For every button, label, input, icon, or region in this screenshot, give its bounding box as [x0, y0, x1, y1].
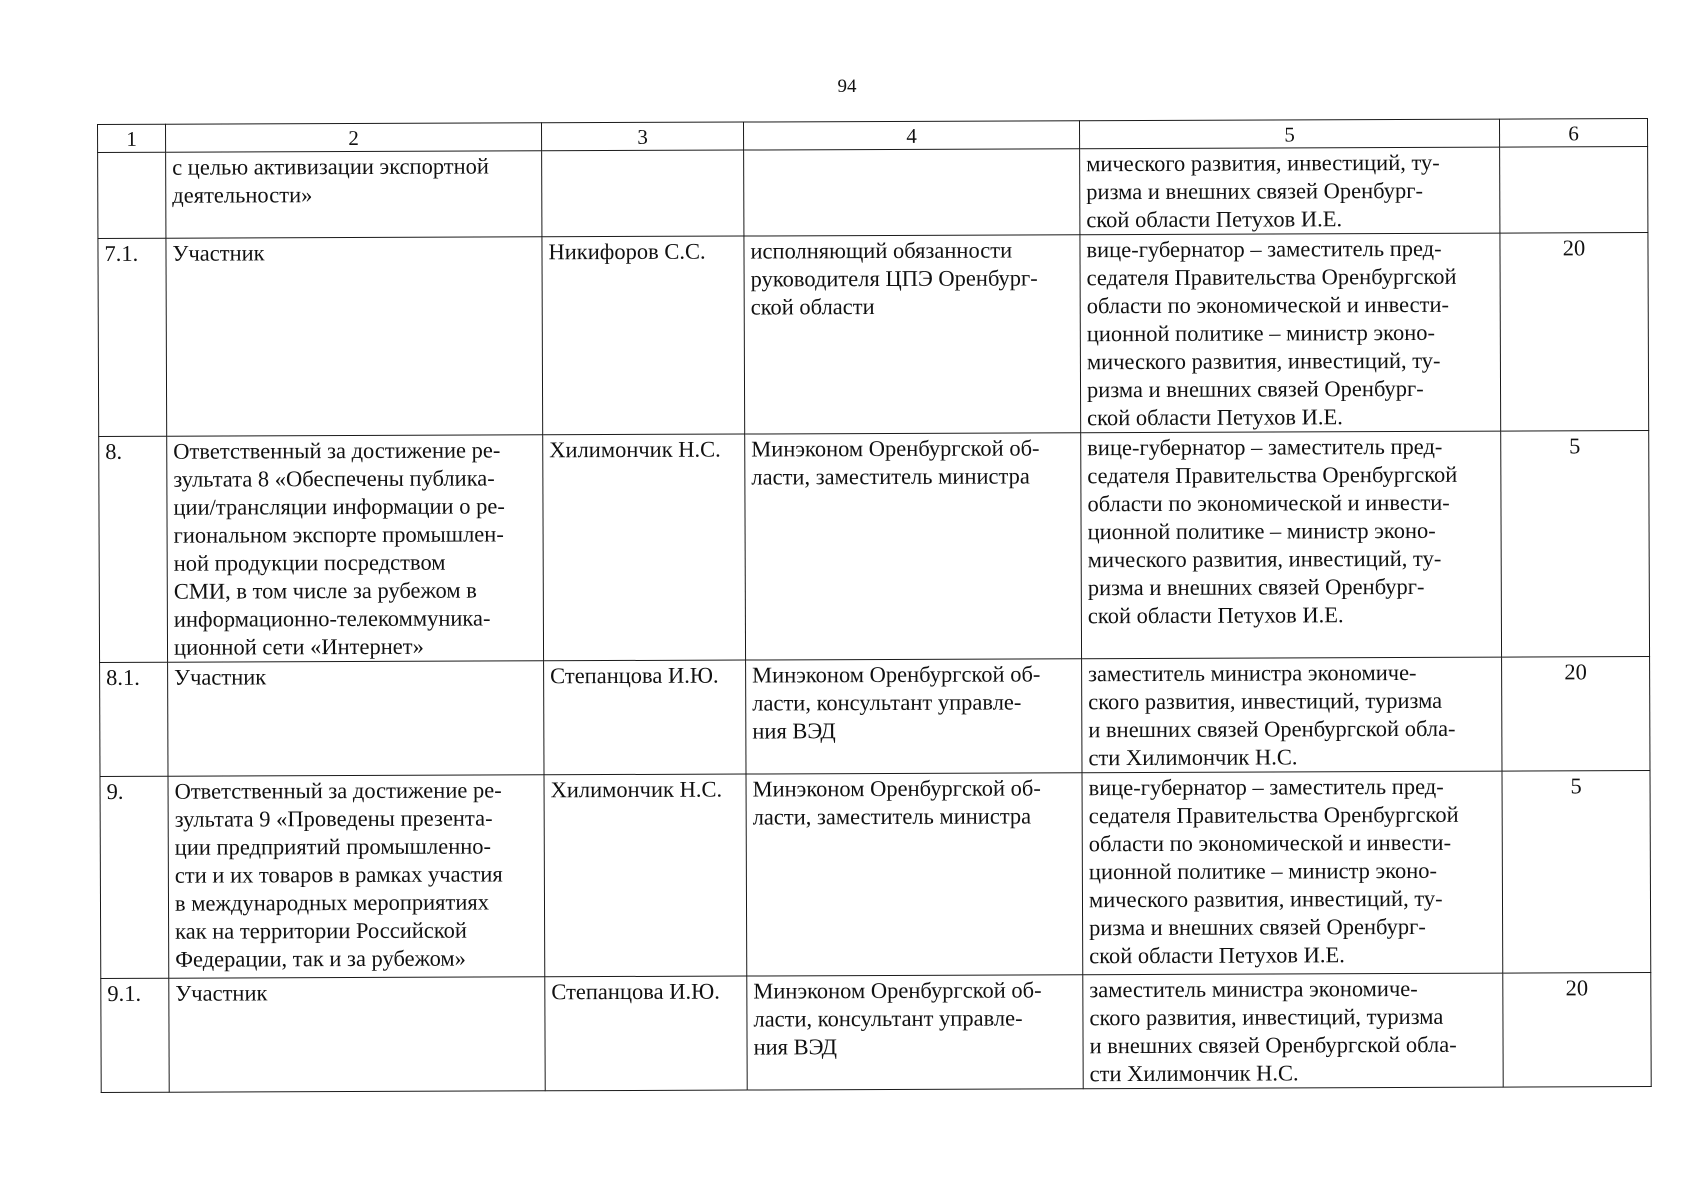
table-row — [100, 657, 1650, 777]
row-number-cell: 8. — [99, 436, 168, 662]
column-header-5: 5 — [1079, 119, 1499, 149]
column-header-1: 1 — [98, 124, 166, 152]
person-cell: Никифоров С.С. — [542, 236, 745, 435]
responsibility-table — [97, 118, 1652, 1093]
position-cell: исполняющий обязанности руководителя ЦПЭ Оренбург- ской области — [744, 235, 1081, 434]
value-cell: 20 — [1503, 973, 1651, 1088]
supervisor-cell: вице-губернатор – заместитель пред- седателя Правительства Оренбургской области по экономической и инвести- ционной политике – министр эконо- мического развития, инвестиций, ту- ризма и внешних связей Оренбург- ской области Петухов И.Е. — [1080, 233, 1501, 433]
supervisor-cell: вице-губернатор – заместитель пред- седателя Правительства Оренбургской области по экономической и инвести- ционной политике – министр эконо- мического развития, инвестиций, ту- ризма и внешних связей Оренбург- ской области Петухов И.Е. — [1082, 771, 1503, 975]
role-cell: Ответственный за достижение ре- зультата 8 «Обеспечены публика- ции/трансляции информации о ре- гиональном экспорте промышлен- ной продукции посредством СМИ, в том числе за рубежом в информационно-телекоммуника- ционной сети «Интернет» — [167, 435, 544, 662]
value-cell — [1500, 147, 1648, 234]
supervisor-cell: вице-губернатор – заместитель пред- седателя Правительства Оренбургской области по экономической и инвести- ционной политике – министр эконо- мического развития, инвестиций, ту- ризма и внешних связей Оренбург- ской области Петухов И.Е. — [1081, 431, 1502, 659]
role-cell: с целью активизации экспортной деятельности» — [166, 151, 542, 238]
person-cell: Хилимончик Н.С. — [543, 434, 746, 661]
role-cell: Участник — [168, 661, 544, 776]
person-cell: Степанцова И.Ю. — [544, 660, 746, 775]
position-cell — [744, 149, 1080, 236]
position-cell: Минэконом Оренбургской об- ласти, заместитель министра — [745, 433, 1082, 660]
person-cell: Хилимончик Н.С. — [544, 774, 747, 977]
row-number-cell — [98, 152, 166, 238]
position-cell: Минэконом Оренбургской об- ласти, заместитель министра — [746, 773, 1083, 976]
role-cell: Ответственный за достижение ре- зультата 9 «Проведены презента- ции предприятий промышленно- сти и их товаров в рамках участия в международных мероприятиях как на территории Российской Федерации, так и за рубежом» — [168, 775, 545, 978]
table-row — [98, 233, 1649, 437]
table-row — [100, 771, 1651, 979]
table-row — [99, 431, 1650, 663]
column-header-6: 6 — [1499, 119, 1647, 148]
column-header-4: 4 — [743, 121, 1079, 150]
person-cell: Степанцова И.Ю. — [545, 976, 747, 1091]
row-number-cell: 9. — [100, 776, 169, 978]
row-number-cell: 9.1. — [101, 978, 169, 1092]
column-header-3: 3 — [541, 122, 743, 151]
supervisor-cell: заместитель министра экономиче- ского развития, инвестиций, туризма и внешних связей Оренбургской обла- сти Хилимончик Н.С. — [1082, 657, 1502, 773]
column-header-2: 2 — [166, 123, 542, 152]
person-cell — [542, 150, 744, 237]
role-cell: Участник — [169, 977, 545, 1092]
position-cell: Минэконом Оренбургской об- ласти, консультант управле- ния ВЭД — [747, 975, 1083, 1090]
supervisor-cell: мического развития, инвестиций, ту- ризма и внешних связей Оренбург- ской области Петухов И.Е. — [1080, 147, 1500, 235]
table-row — [98, 147, 1648, 239]
supervisor-cell: заместитель министра экономиче- ского развития, инвестиций, туризма и внешних связей Оренбургской обла- сти Хилимончик Н.С. — [1083, 973, 1503, 1089]
value-cell: 5 — [1501, 431, 1650, 658]
row-number-cell: 7.1. — [98, 238, 167, 436]
role-cell: Участник — [166, 237, 543, 436]
row-number-cell: 8.1. — [100, 662, 168, 776]
value-cell: 20 — [1500, 233, 1649, 432]
page-number: 94 — [837, 76, 857, 97]
value-cell: 5 — [1502, 771, 1651, 974]
value-cell: 20 — [1502, 657, 1650, 772]
table-row — [101, 973, 1651, 1093]
position-cell: Минэконом Оренбургской об- ласти, консультант управле- ния ВЭД — [746, 659, 1082, 774]
